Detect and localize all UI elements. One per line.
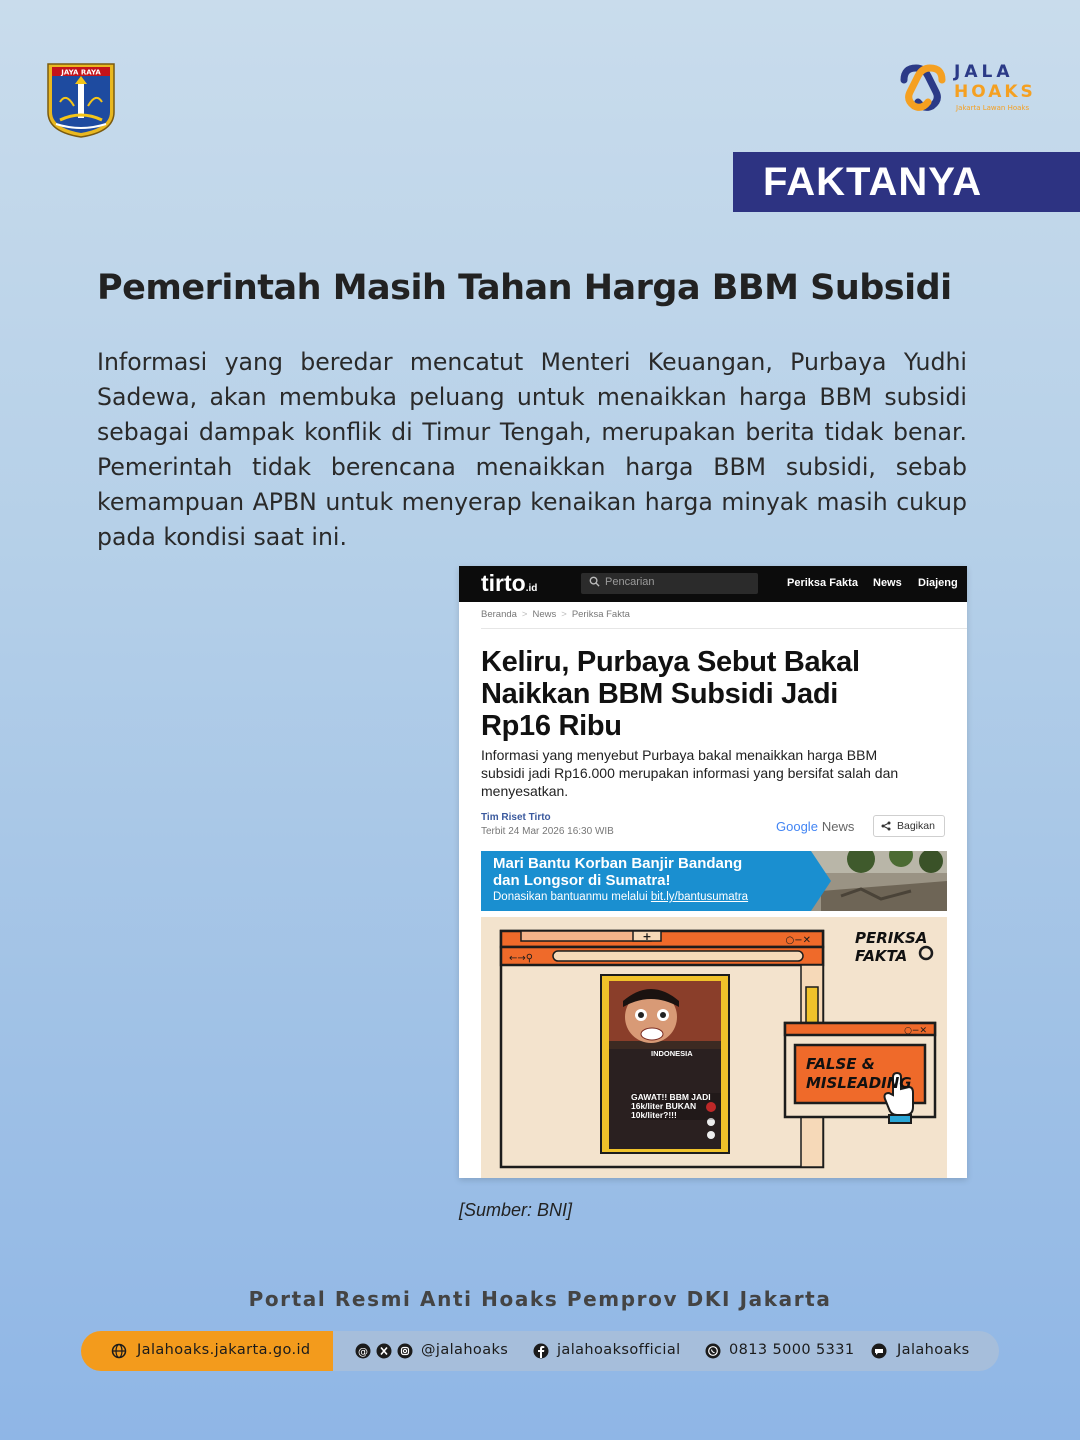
instagram-icon	[397, 1343, 413, 1359]
facebook-handle[interactable]: jalahoaksofficial	[557, 1342, 681, 1358]
whatsapp-icon	[705, 1343, 721, 1359]
faktanya-badge: FAKTANYA	[733, 152, 1080, 212]
article-title: Keliru, Purbaya Sebut Bakal Naikkan BBM Subsidi Jadi Rp16 Ribu	[481, 646, 860, 742]
logo-line1: JALA	[954, 62, 1014, 82]
tiktok-caption: GAWAT!! BBM JADI 16k/liter BUKAN 10k/liter?!!!	[631, 1093, 721, 1120]
body-text: Informasi yang beredar mencatut Menteri Keuangan, Purbaya Yudhi Sadewa, akan membuka peluang untuk menaikkan harga BBM subsidi sebagai dampak konflik di Timur Tengah, merupakan berita tidak benar. Pemerintah tidak berencana menaikkan harga BBM subsidi, sebab kemampuan APBN untuk menyerap kenaikan harga minyak masih cukup pada kondisi saat ini.	[97, 348, 967, 551]
breadcrumb-item[interactable]: News	[532, 609, 557, 620]
share-button[interactable]: Bagikan	[873, 815, 945, 837]
svg-text:@: @	[358, 1347, 368, 1358]
search-placeholder: Pencarian	[605, 576, 655, 588]
search-icon	[589, 576, 600, 587]
svg-text:←→⚲: ←→⚲	[509, 953, 534, 964]
svg-text:○−✕: ○−✕	[785, 935, 811, 946]
article-screenshot	[459, 566, 967, 1178]
facebook-icon	[533, 1343, 549, 1359]
chat-icon	[871, 1343, 887, 1359]
threads-icon	[355, 1343, 371, 1359]
search-input[interactable]	[581, 573, 758, 594]
headline: Pemerintah Masih Tahan Harga BBM Subsidi	[97, 268, 952, 308]
jala-hoaks-mark-icon	[898, 62, 948, 112]
emblem-motto: JAYA RAYA	[61, 68, 101, 77]
nav-diajeng[interactable]: Diajeng	[918, 577, 958, 589]
nav-news[interactable]: News	[873, 577, 902, 589]
nav-periksa-fakta[interactable]: Periksa Fakta	[787, 577, 858, 589]
site-navbar	[459, 566, 967, 602]
x-icon	[376, 1343, 392, 1359]
article-subtitle: Informasi yang menyebut Purbaya bakal menaikkan harga BBM subsidi jadi Rp16.000 merupakan informasi yang bersifat salah dan menyesatkan.	[481, 747, 899, 799]
verdict-label: FALSE & MISLEADING	[806, 1055, 912, 1092]
site-brand: tirto.id	[481, 570, 538, 596]
dki-jakarta-emblem	[46, 62, 116, 138]
divider	[481, 628, 967, 629]
breadcrumb: Beranda > News > Periksa Fakta	[481, 609, 630, 620]
donation-line2: dan Longsor di Sumatra!	[493, 872, 671, 889]
periksa-fakta-label: PERIKSA FAKTA	[855, 929, 928, 965]
chat-handle[interactable]: Jalahoaks	[897, 1342, 970, 1358]
logo-line2: HOAKS	[954, 82, 1036, 102]
svg-text:○−✕: ○−✕	[904, 1026, 927, 1036]
portal-tagline: Portal Resmi Anti Hoaks Pemprov DKI Jakarta	[248, 1287, 832, 1311]
donation-banner[interactable]	[481, 851, 947, 911]
jala-hoaks-logo	[898, 62, 1038, 116]
website-link[interactable]: Jalahoaks.jakarta.go.id	[137, 1342, 311, 1358]
share-icon	[881, 821, 891, 831]
google-wordmark: Google	[776, 819, 818, 834]
donation-link[interactable]: bit.ly/bantusumatra	[650, 891, 749, 903]
logo-tagline: Jakarta Lawan Hoaks	[956, 104, 1030, 112]
social-handle[interactable]: @jalahoaks	[421, 1342, 509, 1358]
breadcrumb-item[interactable]: Periksa Fakta	[571, 609, 630, 620]
source-caption: [Sumber: BNI]	[459, 1200, 573, 1220]
donation-line1: Mari Bantu Korban Banjir Bandang	[493, 855, 743, 872]
svg-text:+: +	[642, 930, 652, 943]
article-author[interactable]: Tim Riset Tirto	[481, 812, 551, 823]
tiktok-tag: INDONESIA	[651, 1049, 693, 1058]
google-news-link[interactable]	[776, 819, 854, 834]
periksa-fakta-illustration	[481, 917, 947, 1178]
article-date: Terbit 24 Mar 2026 16:30 WIB	[481, 826, 614, 837]
breadcrumb-item[interactable]: Beranda	[481, 609, 517, 620]
whatsapp-number[interactable]: 0813 5000 5331	[729, 1342, 855, 1358]
globe-icon	[111, 1343, 127, 1359]
donation-line3: Donasikan bantuanmu melalui bit.ly/bantusumatra	[493, 891, 749, 903]
contact-bar	[81, 1331, 999, 1371]
news-wordmark: News	[821, 819, 855, 834]
